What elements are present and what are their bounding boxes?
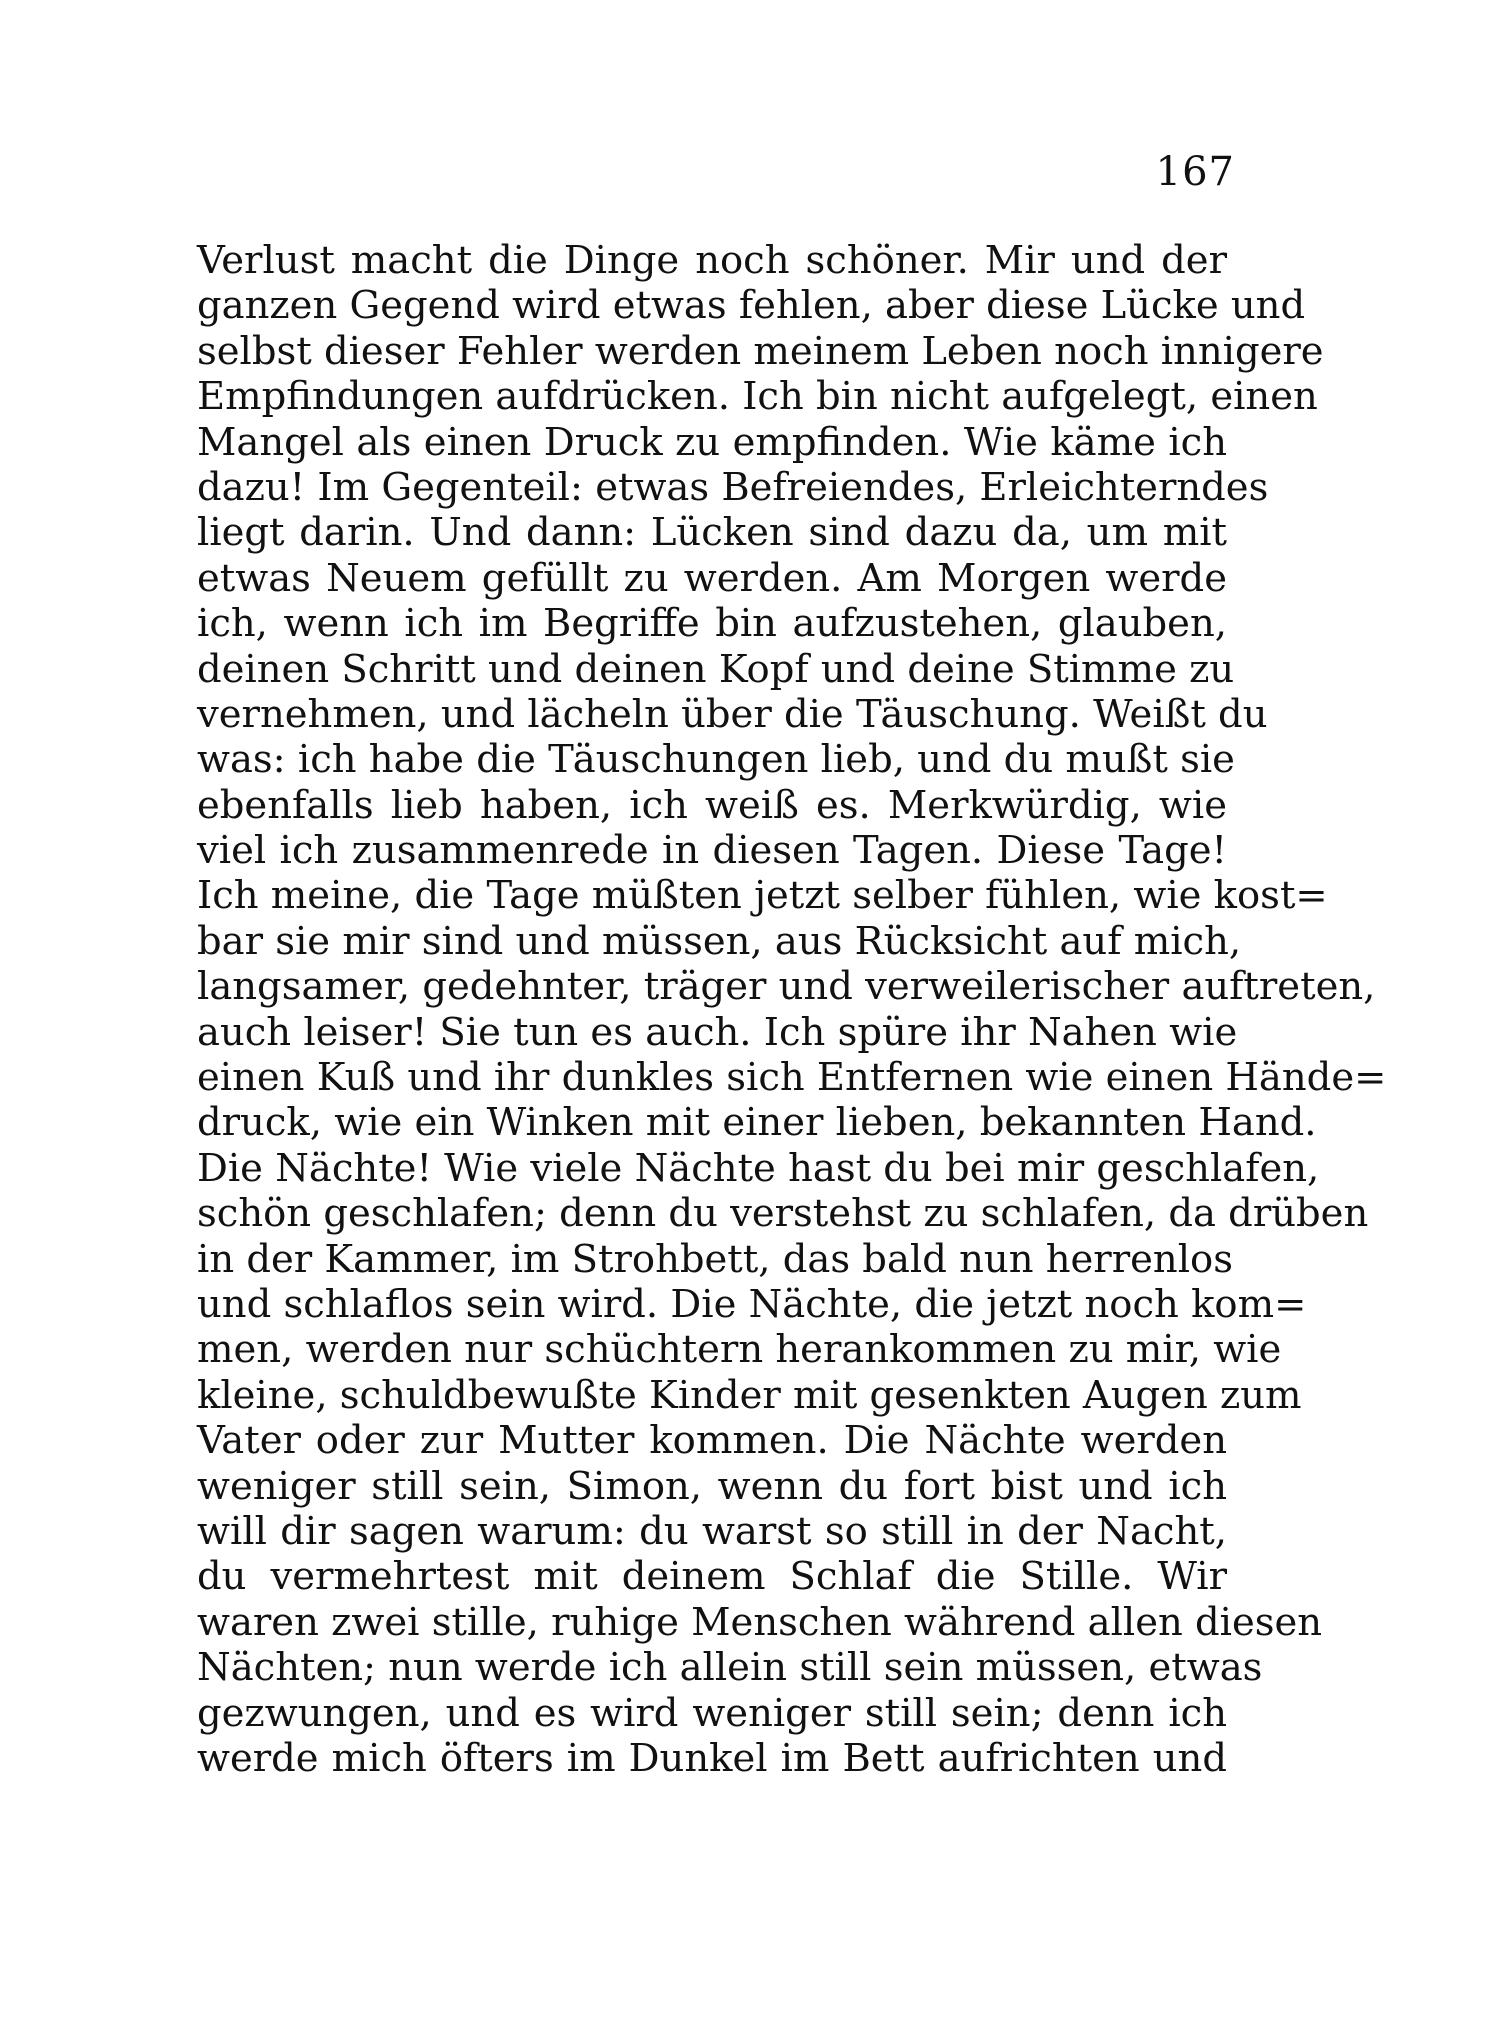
text-line: waren zwei stille, ruhige Menschen während allen diesen: [197, 1599, 1323, 1645]
text-line: etwas Neuem gefüllt zu werden. Am Morgen werde: [197, 555, 1227, 601]
text-line: Mangel als einen Druck zu empfinden. Wie käme ich: [197, 419, 1227, 465]
text-line: werde mich öfters im Dunkel im Bett aufrichten und: [197, 1735, 1227, 1781]
page-number: 167: [1155, 149, 1235, 195]
text-line: viel ich zusammenrede in diesen Tagen. Diese Tage!: [197, 828, 1227, 874]
text-line: deinen Schritt und deinen Kopf und deine Stimme zu: [197, 646, 1235, 692]
text-line: Ich meine, die Tage müßten jetzt selber fühlen, wie kost=: [197, 873, 1328, 919]
text-line: einen Kuß und ihr dunkles sich Entfernen wie einen Hände=: [197, 1055, 1387, 1101]
text-line: weniger still sein, Simon, wenn du fort bist und ich: [197, 1463, 1227, 1509]
text-line: Die Nächte! Wie viele Nächte hast du bei mir geschlafen,: [197, 1145, 1320, 1191]
text-line: Verlust macht die Dinge noch schöner. Mir und der: [197, 238, 1227, 283]
text-line: druck, wie ein Winken mit einer lieben, bekannten Hand.: [197, 1100, 1317, 1146]
text-line: liegt darin. Und dann: Lücken sind dazu da, um mit: [197, 510, 1227, 556]
text-line: gezwungen, und es wird weniger still sein; denn ich: [197, 1690, 1227, 1736]
text-line: Empfindungen aufdrücken. Ich bin nicht aufgelegt, einen: [197, 374, 1318, 420]
text-line: Nächten; nun werde ich allein still sein müssen, etwas: [197, 1645, 1263, 1691]
text-line: will dir sagen warum: du warst so still in der Nacht,: [197, 1508, 1227, 1554]
text-line: dazu! Im Gegenteil: etwas Befreiendes, Erleichterndes: [197, 464, 1269, 510]
text-line: ganzen Gegend wird etwas fehlen, aber diese Lücke und: [197, 283, 1306, 329]
text-line: vernehmen, und lächeln über die Täuschung. Weißt du: [197, 691, 1268, 737]
text-line: men, werden nur schüchtern herankommen zu mir, wie: [197, 1327, 1282, 1373]
text-line: langsamer, gedehnter, träger und verweilerischer auftreten,: [197, 964, 1376, 1010]
text-line: du vermehrtest mit deinem Schlaf die Stille. Wir: [197, 1554, 1227, 1600]
text-line: kleine, schuldbewußte Kinder mit gesenkten Augen zum: [197, 1372, 1302, 1418]
text-line: in der Kammer, im Strohbett, das bald nun herrenlos: [197, 1236, 1233, 1282]
text-line: Vater oder zur Mutter kommen. Die Nächte werden: [197, 1418, 1227, 1464]
text-line: was: ich habe die Täuschungen lieb, und du mußt sie: [197, 737, 1235, 783]
page-text: [197, 238, 1387, 1781]
text-line: bar sie mir sind und müssen, aus Rücksicht auf mich,: [197, 918, 1242, 964]
text-line: ebenfalls lieb haben, ich weiß es. Merkwürdig, wie: [197, 782, 1227, 828]
text-line: und schlaflos sein wird. Die Nächte, die jetzt noch kom=: [197, 1281, 1307, 1327]
text-line: auch leiser! Sie tun es auch. Ich spüre ihr Nahen wie: [197, 1009, 1238, 1055]
text-line: selbst dieser Fehler werden meinem Leben noch innigere: [197, 328, 1324, 374]
text-line: ich, wenn ich im Begriffe bin aufzustehen, glauben,: [197, 601, 1227, 647]
text-line: schön geschlafen; denn du verstehst zu schlafen, da drüben: [197, 1191, 1369, 1237]
